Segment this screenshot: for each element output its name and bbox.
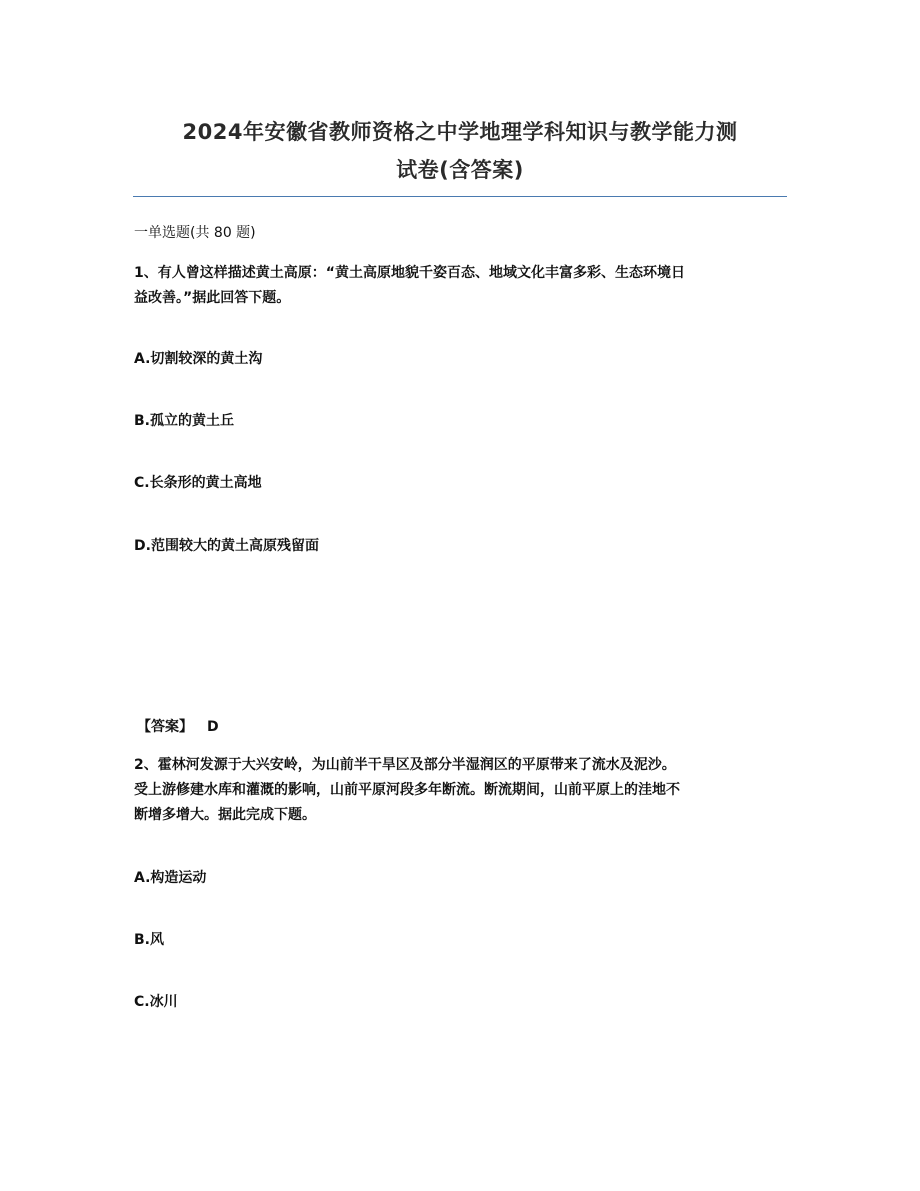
answer-label: 【答案】: [137, 719, 193, 735]
question-1-answer: [137, 716, 219, 738]
question-1-option-a: A.切割较深的黄土沟: [134, 351, 263, 367]
question-2-option-c: C.冰川: [134, 994, 178, 1010]
answer-value: D: [207, 719, 219, 735]
question-1-stem-line-1: 1、有人曾这样描述黄土高原：“黄土高原地貌千姿百态、地域文化丰富多彩、生态环境日: [134, 265, 685, 281]
question-1-stem-line-2: 益改善。”据此回答下题。: [134, 290, 291, 306]
question-2-stem-line-3: 断增多增大。据此完成下题。: [134, 807, 316, 823]
question-2-stem-line-2: 受上游修建水库和灌溉的影响，山前平原河段多年断流。断流期间，山前平原上的洼地不: [134, 782, 680, 798]
question-2-option-a: A.构造运动: [134, 870, 207, 886]
question-2-stem-line-1: 2、霍林河发源于大兴安岭，为山前半干旱区及部分半湿润区的平原带来了流水及泥沙。: [134, 757, 676, 773]
question-1-option-d: D.范围较大的黄土高原残留面: [134, 538, 319, 554]
question-1-option-c: C.长条形的黄土高地: [134, 475, 262, 491]
title-line-1: 2024年安徽省教师资格之中学地理学科知识与教学能力测: [182, 120, 738, 144]
title-line-2: 试卷(含答案): [396, 158, 524, 182]
title-divider: [133, 196, 787, 197]
question-2-option-b: B.风: [134, 932, 164, 948]
document-title: [120, 113, 800, 189]
question-1-option-b: B.孤立的黄土丘: [134, 413, 234, 429]
section-label: 一单选题(共 80 题): [134, 225, 256, 241]
